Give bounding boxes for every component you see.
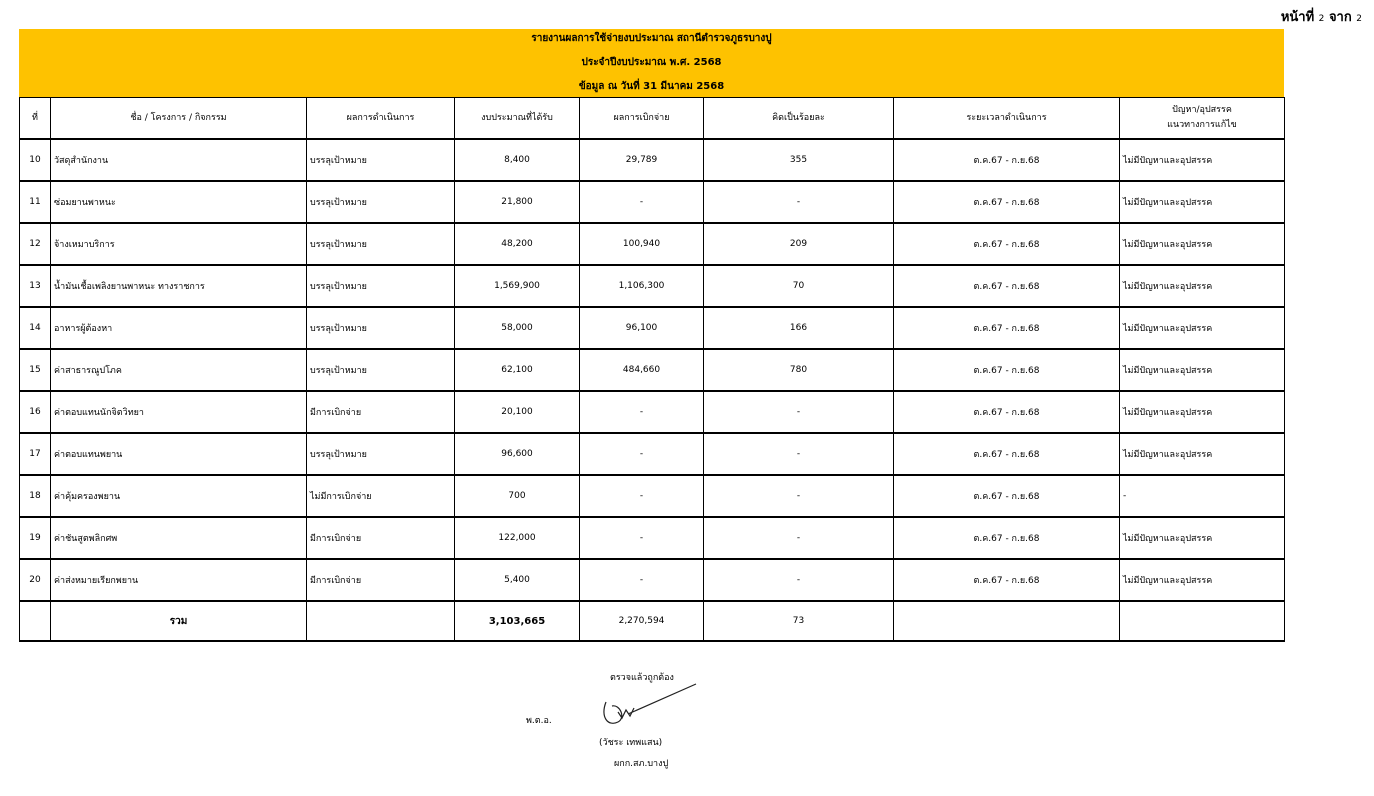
row-name: ค่าสาธารณูปโภค [51, 349, 307, 391]
row-no: 10 [20, 139, 51, 181]
col-result: ผลการดำเนินการ [307, 98, 455, 140]
row-problem: ไม่มีปัญหาและอุปสรรค [1120, 349, 1285, 391]
table-row [20, 265, 1285, 307]
table-row [20, 433, 1285, 475]
signature-image [598, 682, 698, 728]
page-total: 2 [1356, 14, 1362, 24]
row-no: 15 [20, 349, 51, 391]
row-percent: 780 [704, 349, 894, 391]
row-problem: ไม่มีปัญหาและอุปสรรค [1120, 559, 1285, 601]
row-budget: 21,800 [455, 181, 580, 223]
row-disbursed: 1,106,300 [580, 265, 704, 307]
page-indicator [1281, 6, 1362, 27]
row-result: บรรลุเป้าหมาย [307, 181, 455, 223]
row-no: 18 [20, 475, 51, 517]
row-disbursed: 100,940 [580, 223, 704, 265]
table-row [20, 559, 1285, 601]
row-result: มีการเบิกจ่าย [307, 391, 455, 433]
table-header-row [20, 98, 1285, 140]
row-name: วัสดุสำนักงาน [51, 139, 307, 181]
row-result: บรรลุเป้าหมาย [307, 433, 455, 475]
row-problem: ไม่มีปัญหาและอุปสรรค [1120, 223, 1285, 265]
row-no: 20 [20, 559, 51, 601]
report-header [19, 29, 1284, 97]
row-budget: 20,100 [455, 391, 580, 433]
row-result: บรรลุเป้าหมาย [307, 223, 455, 265]
total-row [20, 601, 1285, 641]
row-period: ต.ค.67 - ก.ย.68 [894, 559, 1120, 601]
col-disbursed: ผลการเบิกจ่าย [580, 98, 704, 140]
row-no: 16 [20, 391, 51, 433]
table-row [20, 391, 1285, 433]
row-name: ค่าคุ้มครองพยาน [51, 475, 307, 517]
report-title: รายงานผลการใช้จ่ายงบประมาณ สถานีตำรวจภูธรบางปู [531, 33, 772, 44]
budget-table [19, 97, 1285, 642]
total-period [894, 601, 1120, 641]
table-row [20, 349, 1285, 391]
page-current: 2 [1318, 14, 1325, 24]
row-budget: 96,600 [455, 433, 580, 475]
row-result: ไม่มีการเบิกจ่าย [307, 475, 455, 517]
col-percent: คิดเป็นร้อยละ [704, 98, 894, 140]
row-name: จ้างเหมาบริการ [51, 223, 307, 265]
row-percent: - [704, 391, 894, 433]
verified-text: ตรวจแล้วถูกต้อง [610, 673, 674, 683]
row-percent: 355 [704, 139, 894, 181]
col-problem-line1: ปัญหา/อุปสรรค [1172, 105, 1232, 115]
row-percent: 209 [704, 223, 894, 265]
row-budget: 5,400 [455, 559, 580, 601]
row-period: ต.ค.67 - ก.ย.68 [894, 517, 1120, 559]
fiscal-year: ประจำปีงบประมาณ พ.ศ. 2568 [581, 57, 722, 68]
row-budget: 1,569,900 [455, 265, 580, 307]
row-disbursed: - [580, 517, 704, 559]
row-result: บรรลุเป้าหมาย [307, 307, 455, 349]
row-name: ค่าชันสูตพลิกศพ [51, 517, 307, 559]
row-budget: 122,000 [455, 517, 580, 559]
row-no: 13 [20, 265, 51, 307]
row-disbursed: - [580, 433, 704, 475]
row-percent: - [704, 181, 894, 223]
row-problem: ไม่มีปัญหาและอุปสรรค [1120, 391, 1285, 433]
row-result: บรรลุเป้าหมาย [307, 265, 455, 307]
col-budget: งบประมาณที่ได้รับ [455, 98, 580, 140]
row-percent: 70 [704, 265, 894, 307]
row-name: น้ำมันเชื้อเพลิงยานพาหนะ ทางราชการ [51, 265, 307, 307]
row-problem: - [1120, 475, 1285, 517]
col-problem [1120, 98, 1285, 140]
row-period: ต.ค.67 - ก.ย.68 [894, 265, 1120, 307]
table-row [20, 223, 1285, 265]
row-percent: - [704, 559, 894, 601]
row-result: มีการเบิกจ่าย [307, 559, 455, 601]
row-budget: 48,200 [455, 223, 580, 265]
row-name: ค่าตอบแทนพยาน [51, 433, 307, 475]
row-problem: ไม่มีปัญหาและอุปสรรค [1120, 139, 1285, 181]
col-name: ชื่อ / โครงการ / กิจกรรม [51, 98, 307, 140]
page-of: จาก [1328, 10, 1352, 25]
row-name: ค่าตอบแทนนักจิตวิทยา [51, 391, 307, 433]
row-result: บรรลุเป้าหมาย [307, 139, 455, 181]
row-problem: ไม่มีปัญหาและอุปสรรค [1120, 433, 1285, 475]
row-no: 17 [20, 433, 51, 475]
table-row [20, 475, 1285, 517]
table-row [20, 181, 1285, 223]
row-no: 12 [20, 223, 51, 265]
row-budget: 700 [455, 475, 580, 517]
total-problem [1120, 601, 1285, 641]
col-no: ที่ [20, 98, 51, 140]
row-percent: - [704, 475, 894, 517]
signer-rank: พ.ต.อ. [526, 716, 552, 726]
row-period: ต.ค.67 - ก.ย.68 [894, 307, 1120, 349]
row-period: ต.ค.67 - ก.ย.68 [894, 181, 1120, 223]
signer-name: (วัชระ เทพแสน) [599, 738, 663, 748]
row-no: 14 [20, 307, 51, 349]
total-label: รวม [51, 601, 307, 641]
row-period: ต.ค.67 - ก.ย.68 [894, 349, 1120, 391]
row-disbursed: 29,789 [580, 139, 704, 181]
row-budget: 58,000 [455, 307, 580, 349]
row-disbursed: 96,100 [580, 307, 704, 349]
total-disbursed: 2,270,594 [580, 601, 704, 641]
col-problem-line2: แนวทางการแก้ไข [1167, 120, 1237, 130]
table-row [20, 307, 1285, 349]
table-row [20, 517, 1285, 559]
row-percent: 166 [704, 307, 894, 349]
row-disbursed: - [580, 181, 704, 223]
row-percent: - [704, 517, 894, 559]
total-result [307, 601, 455, 641]
page-label: หน้าที่ [1280, 10, 1315, 25]
row-result: มีการเบิกจ่าย [307, 517, 455, 559]
row-result: บรรลุเป้าหมาย [307, 349, 455, 391]
row-period: ต.ค.67 - ก.ย.68 [894, 433, 1120, 475]
row-problem: ไม่มีปัญหาและอุปสรรค [1120, 181, 1285, 223]
total-budget: 3,103,665 [455, 601, 580, 641]
row-problem: ไม่มีปัญหาและอุปสรรค [1120, 307, 1285, 349]
row-disbursed: 484,660 [580, 349, 704, 391]
table-row [20, 139, 1285, 181]
row-name: ค่าส่งหมายเรียกพยาน [51, 559, 307, 601]
row-period: ต.ค.67 - ก.ย.68 [894, 223, 1120, 265]
row-disbursed: - [580, 391, 704, 433]
row-period: ต.ค.67 - ก.ย.68 [894, 475, 1120, 517]
row-disbursed: - [580, 559, 704, 601]
row-no: 19 [20, 517, 51, 559]
row-period: ต.ค.67 - ก.ย.68 [894, 391, 1120, 433]
col-period: ระยะเวลาดำเนินการ [894, 98, 1120, 140]
row-name: อาหารผู้ต้องหา [51, 307, 307, 349]
row-percent: - [704, 433, 894, 475]
row-budget: 8,400 [455, 139, 580, 181]
total-no [20, 601, 51, 641]
row-disbursed: - [580, 475, 704, 517]
row-period: ต.ค.67 - ก.ย.68 [894, 139, 1120, 181]
data-as-of: ข้อมูล ณ วันที่ 31 มีนาคม 2568 [578, 81, 725, 92]
row-problem: ไม่มีปัญหาและอุปสรรค [1120, 265, 1285, 307]
signer-position: ผกก.สภ.บางปู [614, 759, 669, 769]
row-name: ซ่อมยานพาหนะ [51, 181, 307, 223]
row-problem: ไม่มีปัญหาและอุปสรรค [1120, 517, 1285, 559]
total-percent: 73 [704, 601, 894, 641]
row-budget: 62,100 [455, 349, 580, 391]
row-no: 11 [20, 181, 51, 223]
